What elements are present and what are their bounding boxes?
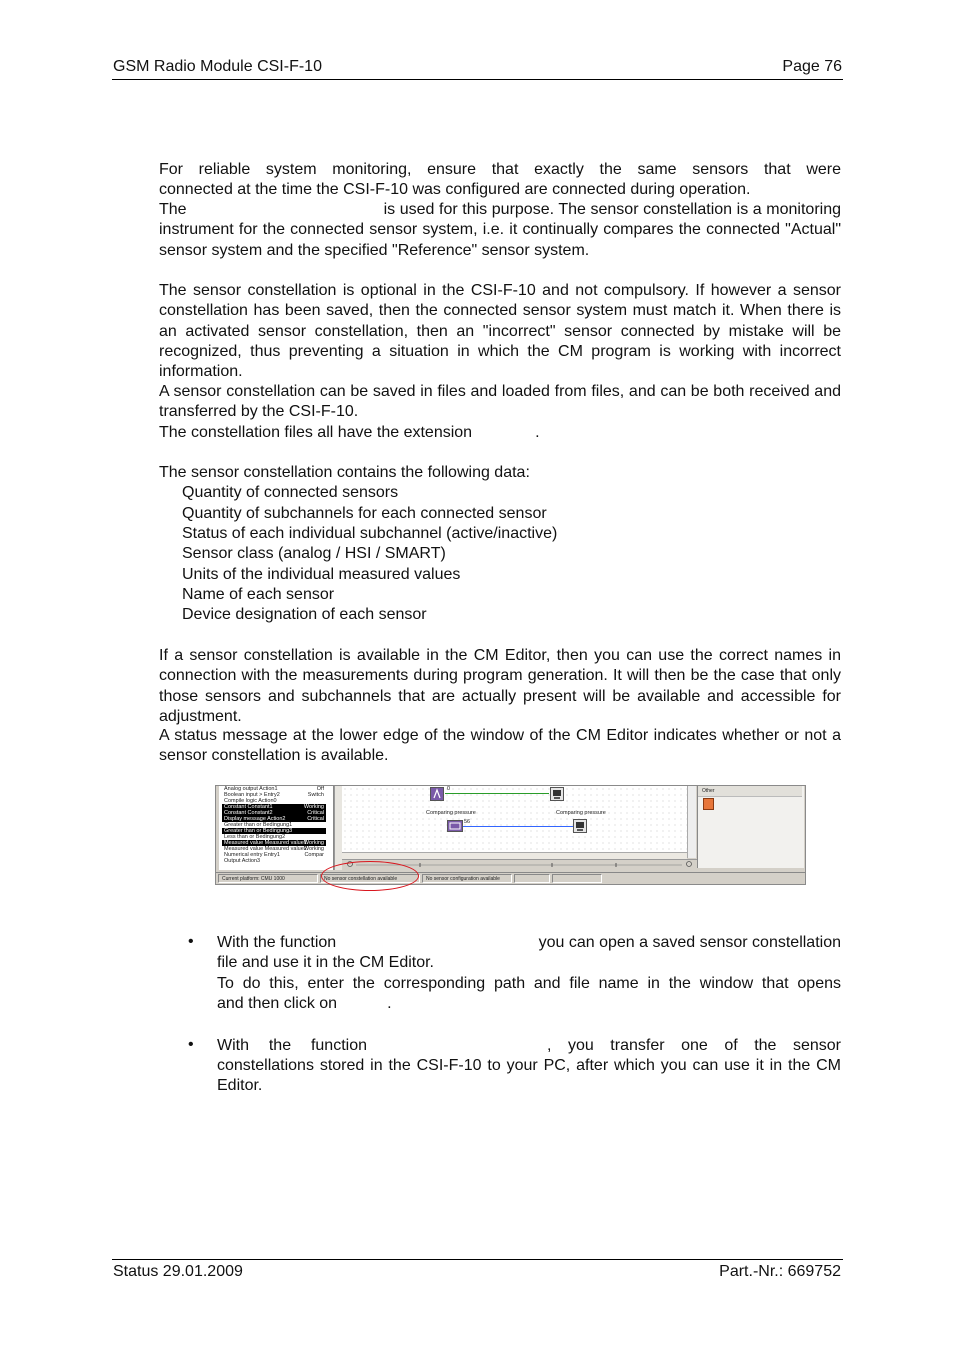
node-value: 0 [447,786,451,792]
value-icon [448,821,462,831]
extension-line [159,423,540,443]
list-item: Device designation of each sensor [182,606,427,623]
bullet2-b: , you transfer one of the sensor [547,1037,841,1054]
connection-line [445,793,549,794]
program-tree [219,786,334,870]
message-icon[interactable] [703,798,714,810]
bullet1-d: To do this, enter the corresponding path and file name in the window that opens [217,975,841,992]
bullet2-c: constellations stored in the CSI-F-10 to your PC, after which you can use it in the CM Editor. [217,1057,841,1095]
tree-row: Constant Constant2 Critical [224,810,324,816]
bullet1-e: and then click on [217,995,338,1012]
intro-the: The [159,201,187,218]
bullet-dot: • [188,933,194,950]
cm-editor-screenshot [215,785,806,885]
tree-row: Constant Constant1 Working [224,804,324,810]
display-icon [574,820,586,832]
bullet1-e-line [217,994,392,1014]
display-icon [551,788,563,800]
bullet-dot: • [188,1036,194,1053]
tree-row: Greater than or Bedingung3 [222,828,326,834]
list-item: Units of the individual measured values [182,566,461,583]
compare-node [573,819,587,833]
intro-paragraph [159,200,841,261]
tree-row: Less than or Bedingung2 [224,834,286,840]
panel-title: Other [702,788,715,794]
program-canvas [342,786,687,858]
status-paragraph: A status message at the lower edge of the window of the CM Editor indicates whether or not a sensor constellation is available. [159,727,841,765]
tree-row: Analog output Action1 Off [224,786,324,792]
compare-node [550,787,564,801]
status-configuration: No sensor configuration available [422,874,512,883]
pressure-sensor-node [430,787,444,801]
tree-row: Numerical entry Entry1 Compar [224,852,324,858]
tree-row: Measured value Measured value1 Working [224,840,324,846]
status-bar [216,872,805,885]
footer-status: Status 29.01.2009 [113,1263,243,1280]
panel-header [698,786,802,797]
bullet1-b: you can open a saved sensor constellation [538,934,841,951]
data-list-intro: The sensor constellation contains the following data: [159,464,530,481]
bullet1-f: . [387,995,392,1012]
tree-row: Output Action3 [224,858,261,864]
list-item: Quantity of connected sensors [182,484,399,501]
sensor-icon [431,788,443,800]
node-label: Comparing pressure [426,810,476,816]
intro-line-2: connected at the time the CSI-F-10 was configured are connected during operation. [159,181,751,198]
tree-row: Compile logic Action0 [224,798,277,804]
intro-line-1: For reliable system monitoring, ensure that exactly the same sensors that were [159,161,841,178]
optional-paragraph: The sensor constellation is optional in the CSI-F-10 and not compulsory. If however a sensor constellation has been saved, then the connected sensor system must match it. When there is an activated sensor constellation, then an "incorrect" sensor connected by mistake will be recognized, thus preventing a situation in which the CM program is working with incorrect information. [159,282,841,381]
bullet1-a: With the function [217,934,337,951]
side-panel [697,786,804,868]
files-paragraph: A sensor constellation can be saved in files and loaded from files, and can be both received and transferred by the CSI-F-10. [159,383,841,421]
node-value: 56 [464,819,471,825]
tree-row: Greater than or Bedingung1 [224,822,293,828]
extension-after: . [535,424,540,441]
canvas-vertical-scrollbar[interactable] [687,786,696,858]
status-constellation: No sensor constellation available [320,874,420,883]
list-item: Quantity of subchannels for each connected sensor [182,505,547,522]
editor-paragraph: If a sensor constellation is available in the CM Editor, then you can use the correct names in connection with the measurements during program generation. It will then be the case that only those sensors and subchannels that are actually present will be available and accessible for adjustment. [159,647,841,725]
list-item: Sensor class (analog / HSI / SMART) [182,545,446,562]
intro-rest: is used for this purpose. The sensor constellation is a monitoring instrument for the connected sensor system, i.e. it continually compares the connected "Actual" sensor system and the specified "Reference" sensor system. [159,201,841,259]
status-empty [514,874,550,883]
status-platform: Current platform: CMU 1000 [218,874,318,883]
list-item: Name of each sensor [182,586,335,603]
extension-before: The constellation files all have the extension [159,424,473,441]
tree-scrollbar [334,786,342,870]
tree-row: Measured value Measured value2 Working [224,846,324,852]
bullet2-a: With the function [217,1037,367,1054]
bullet1-c: file and use it in the CM Editor. [217,954,434,971]
list-item: Status of each individual subchannel (active/inactive) [182,525,558,542]
header-title: GSM Radio Module CSI-F-10 [113,58,322,75]
tree-row: Boolean input > Entry2 Switch [224,792,324,798]
footer-rule [112,1259,843,1260]
tree-row: Display message Action2 Critical [224,816,324,822]
highlight-circle [321,861,419,891]
measured-value-node [447,820,463,832]
connection-line [463,826,573,827]
header-rule [112,79,843,80]
page-number: Page 76 [782,58,842,75]
footer-part-number: Part.-Nr.: 669752 [719,1263,841,1280]
node-label: Comparing pressure [556,810,606,816]
status-empty [552,874,602,883]
